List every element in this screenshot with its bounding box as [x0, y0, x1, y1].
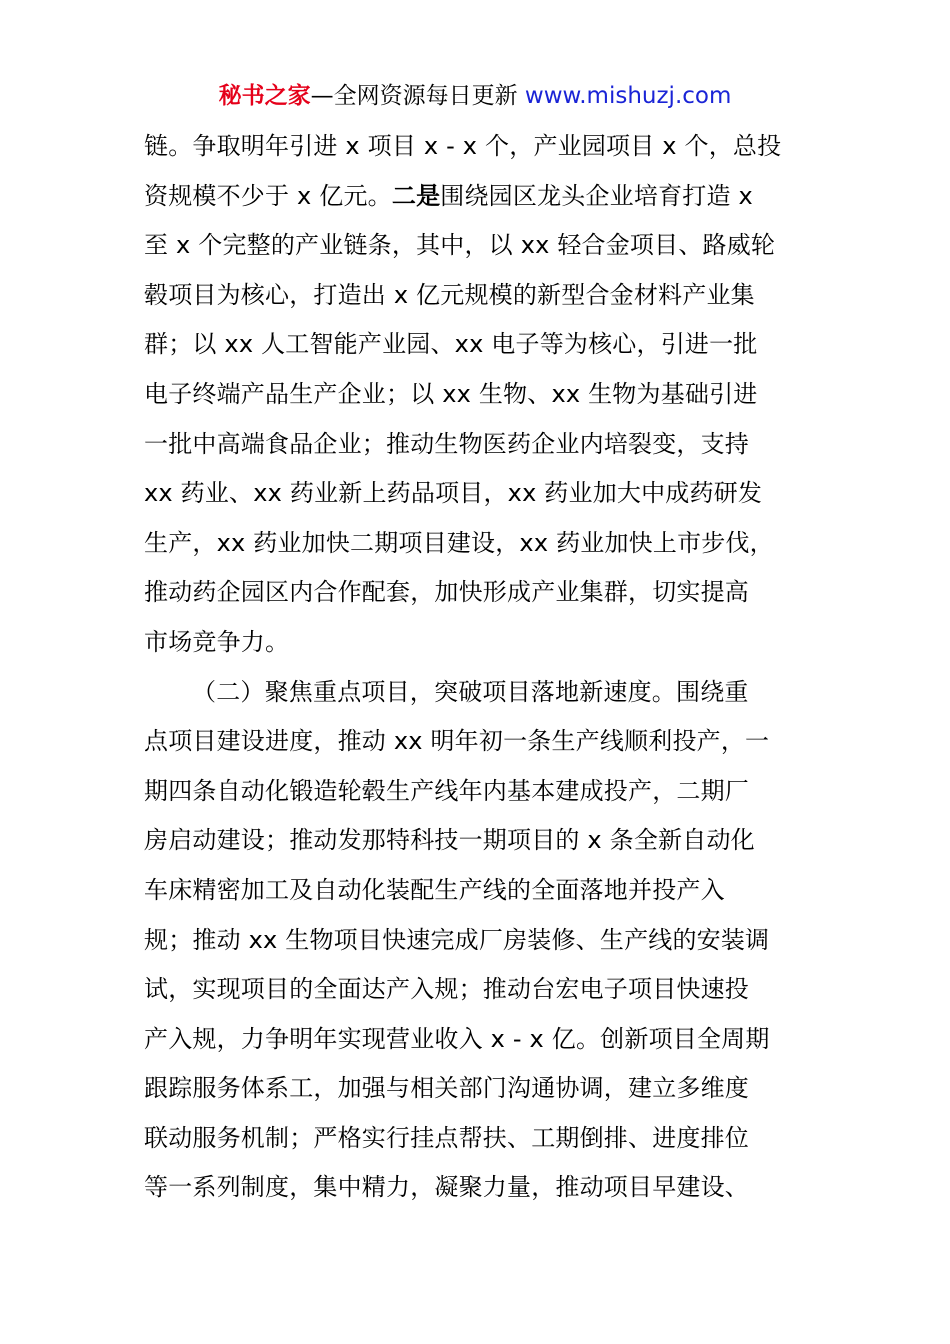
text-line: 产入规，力争明年实现营业收入 x - x 亿。创新项目全周期 [144, 1024, 770, 1053]
site-url-link[interactable]: www.mishuzj.com [524, 83, 732, 109]
text-line: 生产，xx 药业加快二期项目建设，xx 药业加快上市步伐， [144, 528, 774, 557]
site-name: 秘书之家 [218, 83, 311, 109]
text-line: 推动药企园区内合作配套，加快形成产业集群，切实提高 [144, 578, 749, 607]
text-line: 至 x 个完整的产业链条，其中，以 xx 轻合金项目、路威轮 [144, 231, 776, 260]
document-body [144, 122, 808, 1213]
text-segment: 围绕园区龙头企业培育打造 x [440, 181, 753, 210]
text-line: 车床精密加工及自动化装配生产线的全面落地并投产入 [144, 875, 725, 904]
text-line: xx 药业、xx 药业新上药品项目，xx 药业加大中成药研发 [144, 479, 763, 508]
text-line: 市场竞争力。 [144, 627, 290, 656]
text-line: 房启动建设；推动发那特科技一期项目的 x 条全新自动化 [144, 826, 755, 855]
site-header [0, 80, 950, 112]
section-heading-line: （二）聚焦重点项目，突破项目落地新速度。围绕重 [192, 677, 749, 706]
text-line: 联动服务机制；严格实行挂点帮扶、工期倒排、进度排位 [144, 1123, 749, 1152]
text-line: 期四条自动化锻造轮毂生产线年内基本建成投产，二期厂 [144, 776, 749, 805]
text-line: 试，实现项目的全面达产入规；推动台宏电子项目快速投 [144, 975, 749, 1004]
text-line: 一批中高端食品企业；推动生物医药企业内培裂变，支持 [144, 429, 749, 458]
text-line: 群；以 xx 人工智能产业园、xx 电子等为核心，引进一批 [144, 330, 758, 359]
text-line: 链。争取明年引进 x 项目 x - x 个，产业园项目 x 个，总投 [144, 132, 782, 160]
site-slogan: —全网资源每日更新 [310, 83, 518, 109]
text-line: 等一系列制度，集中精力，凝聚力量，推动项目早建设、 [144, 1173, 749, 1202]
text-line: 毂项目为核心，打造出 x 亿元规模的新型合金材料产业集 [144, 280, 755, 309]
text-line: 跟踪服务体系工，加强与相关部门沟通协调，建立多维度 [144, 1074, 749, 1103]
text-line [144, 172, 808, 222]
text-line: 电子终端产品生产企业；以 xx 生物、xx 生物为基础引进 [144, 379, 758, 408]
text-line: 规；推动 xx 生物项目快速完成厂房装修、生产线的安装调 [144, 925, 770, 954]
emphasis-text: 二是 [391, 181, 441, 210]
text-segment: 资规模不少于 x 亿元。 [144, 181, 392, 210]
text-line: 点项目建设进度，推动 xx 明年初一条生产线顺利投产，一 [144, 727, 770, 756]
